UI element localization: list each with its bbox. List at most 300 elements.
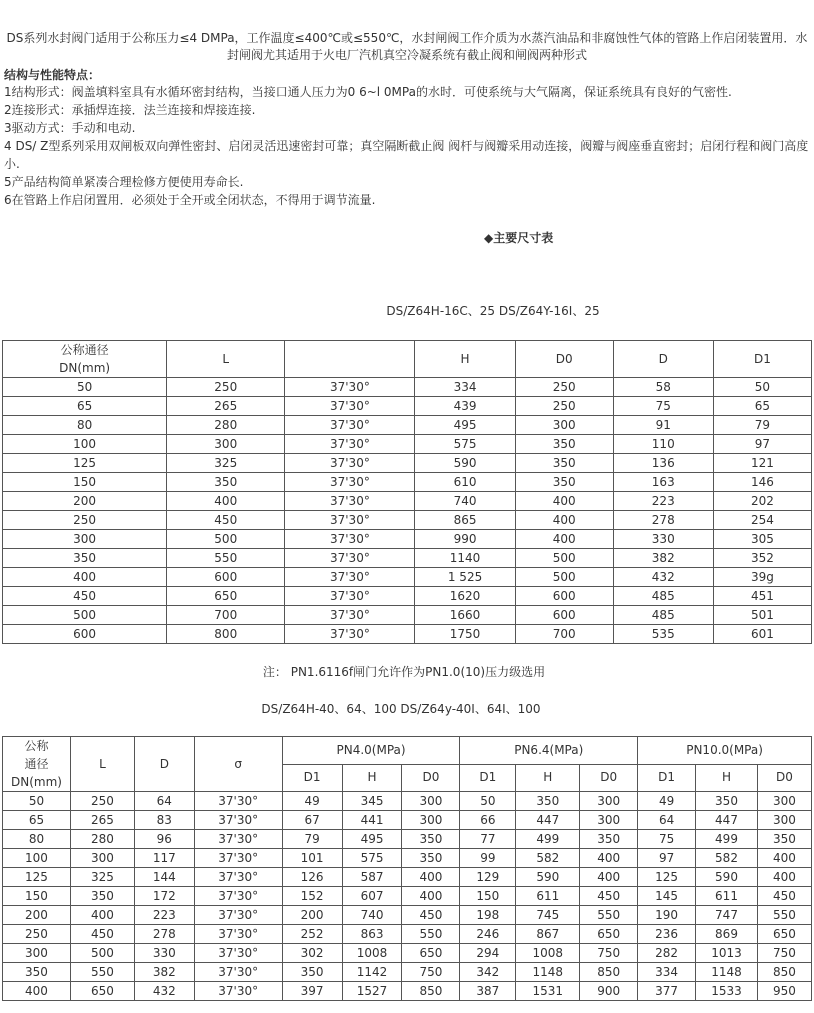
table-cell: 582 [516,849,580,868]
table-cell: 250 [167,378,285,397]
table-cell: 144 [134,868,194,887]
table-cell: 330 [613,530,713,549]
table-cell: 294 [460,944,516,963]
table-cell: 382 [613,549,713,568]
table-cell: 501 [713,606,811,625]
table-cell: 869 [696,925,758,944]
table-cell: 67 [282,811,342,830]
table-cell: 590 [516,868,580,887]
table-cell: 278 [613,511,713,530]
table-cell: 300 [402,792,460,811]
main-dimensions-title: ◆主要尺寸表 [484,231,554,245]
subheader-h: H [516,764,580,792]
table-cell: 200 [282,906,342,925]
table-cell: 400 [757,849,811,868]
table-cell: 1008 [516,944,580,963]
table-cell: 37'30° [194,963,282,982]
table-cell: 37'30° [194,944,282,963]
table-row [3,830,812,849]
table-cell: 1660 [415,606,515,625]
table-cell: 300 [70,849,134,868]
table-cell: 740 [342,906,402,925]
table-cell: 50 [3,792,71,811]
table-cell: 37'30° [194,925,282,944]
table-cell: 587 [342,868,402,887]
table-row [3,925,812,944]
table-cell: 49 [282,792,342,811]
table-cell: 499 [696,830,758,849]
feature-item: 6在管路上作启闭置用．必须处于全开或全闭状态，不得用于调节流量. [4,193,376,207]
table-cell: 302 [282,944,342,963]
table-cell: 37'30° [285,606,415,625]
header-pn40: PN4.0(MPa) [282,737,460,765]
table-cell: 610 [415,473,515,492]
table-cell: 350 [515,435,613,454]
table2-caption [0,700,814,717]
table-cell: 334 [638,963,696,982]
table-cell: 400 [515,511,613,530]
table-cell: 300 [515,416,613,435]
table-cell: 37'30° [285,549,415,568]
table-cell: 611 [516,887,580,906]
table-cell: 439 [415,397,515,416]
table-cell: 300 [3,944,71,963]
table-cell: 451 [713,587,811,606]
table-row [3,530,812,549]
table-cell: 97 [713,435,811,454]
feature-item: 3驱动方式：手动和电动. [4,121,136,135]
table-cell: 601 [713,625,811,644]
table-cell: 600 [515,606,613,625]
table-cell: 600 [3,625,167,644]
table-cell: 101 [282,849,342,868]
table-cell: 278 [134,925,194,944]
table-cell: 550 [402,925,460,944]
table-cell: 129 [460,868,516,887]
table-row [3,625,812,644]
table-cell: 345 [342,792,402,811]
table-cell: 500 [515,568,613,587]
table-cell: 432 [613,568,713,587]
table-cell: 575 [342,849,402,868]
table-cell: 447 [516,811,580,830]
subheader-d1: D1 [282,764,342,792]
header-angle [285,341,415,378]
intro-paragraph: DS系列水封阀门适用于公称压力≤4 DMPa，工作温度≤400℃或≤550℃，水封闸阀工作介质为水蒸汽油品和非腐蚀性气体的管路上作启闭装置用．水封闸阀尤其适用于火电厂汽机真空冷凝系统有截止阀和闸阀两种形式 [6,31,808,62]
table-cell: 300 [3,530,167,549]
table-cell: 252 [282,925,342,944]
table-cell: 1531 [516,982,580,1001]
subheader-h: H [342,764,402,792]
table-cell: 125 [3,868,71,887]
table-cell: 400 [167,492,285,511]
table-cell: 83 [134,811,194,830]
table-cell: 49 [638,792,696,811]
table-cell: 900 [580,982,638,1001]
table-row [3,944,812,963]
table-cell: 350 [515,473,613,492]
table-row [3,868,812,887]
table-row [3,568,812,587]
table-cell: 342 [460,963,516,982]
subheader-d1: D1 [638,764,696,792]
subheader-h: H [696,764,758,792]
table-cell: 800 [167,625,285,644]
table-cell: 37'30° [194,811,282,830]
table-cell: 150 [460,887,516,906]
table-cell: 37'30° [285,435,415,454]
table-cell: 400 [580,849,638,868]
table-cell: 77 [460,830,516,849]
table-cell: 136 [613,454,713,473]
table-cell: 282 [638,944,696,963]
table-cell: 37'30° [285,625,415,644]
table-row [3,849,812,868]
table-cell: 450 [402,906,460,925]
table-cell: 99 [460,849,516,868]
table-cell: 495 [415,416,515,435]
subheader-d0: D0 [580,764,638,792]
table-cell: 850 [757,963,811,982]
table-cell: 700 [515,625,613,644]
table-cell: 37'30° [285,530,415,549]
feature-item: 1结构形式：阀盖填料室具有水循环密封结构，当接口通人压力为0 6~l 0MPa的水时．可使系统与大气隔离，保证系统具有良好的气密性. [4,85,732,99]
table-cell: 37'30° [285,397,415,416]
table-cell: 350 [3,549,167,568]
table-cell: 37'30° [285,378,415,397]
table-cell: 352 [713,549,811,568]
header-l: L [167,341,285,378]
table-cell: 535 [613,625,713,644]
table-cell: 64 [134,792,194,811]
table-cell: 650 [580,925,638,944]
subheader-d0: D0 [402,764,460,792]
table-cell: 450 [3,587,167,606]
table-cell: 58 [613,378,713,397]
header-d: D [134,737,194,792]
table-cell: 650 [757,925,811,944]
table-cell: 110 [613,435,713,454]
table-cell: 250 [70,792,134,811]
table-cell: 350 [757,830,811,849]
header-sigma: σ [194,737,282,792]
table-cell: 150 [3,473,167,492]
table-cell: 400 [70,906,134,925]
table-row [3,549,812,568]
table-row [3,473,812,492]
table-row [3,492,812,511]
table-cell: 432 [134,982,194,1001]
table-cell: 745 [516,906,580,925]
table-cell: 865 [415,511,515,530]
table-cell: 126 [282,868,342,887]
table-cell: 400 [402,868,460,887]
table-cell: 300 [757,811,811,830]
table-row [3,887,812,906]
table-cell: 75 [613,397,713,416]
header-dn: 公称 通径 DN(mm) [3,737,71,792]
table-cell: 350 [696,792,758,811]
pressure-note [0,663,814,680]
table-cell: 66 [460,811,516,830]
table-cell: 325 [70,868,134,887]
table-cell: 37'30° [285,473,415,492]
table-cell: 65 [3,811,71,830]
table-cell: 575 [415,435,515,454]
table-cell: 300 [580,792,638,811]
table1-caption [0,302,814,319]
table-cell: 850 [580,963,638,982]
table-row [3,606,812,625]
table-cell: 387 [460,982,516,1001]
table-cell: 400 [515,492,613,511]
table-cell: 550 [70,963,134,982]
table-cell: 400 [402,887,460,906]
table-cell: 400 [580,868,638,887]
table-cell: 1140 [415,549,515,568]
table-cell: 250 [515,397,613,416]
table-cell: 37'30° [285,568,415,587]
table-cell: 1013 [696,944,758,963]
table-cell: 1148 [516,963,580,982]
table-cell: 400 [515,530,613,549]
table-cell: 350 [580,830,638,849]
table-cell: 305 [713,530,811,549]
table-cell: 200 [3,492,167,511]
table2-caption-text: DS/Z64H-40、64、100 DS/Z64y-40I、64I、100 [261,702,541,716]
table-cell: 747 [696,906,758,925]
table-cell: 117 [134,849,194,868]
table-cell: 96 [134,830,194,849]
table-row [3,906,812,925]
table-cell: 740 [415,492,515,511]
table-row [3,792,812,811]
table-cell: 152 [282,887,342,906]
header-d1: D1 [713,341,811,378]
table-cell: 37'30° [194,849,282,868]
table-cell: 91 [613,416,713,435]
table-cell: 590 [696,868,758,887]
features-list [4,83,810,209]
table-cell: 450 [167,511,285,530]
table-cell: 700 [167,606,285,625]
table-cell: 650 [167,587,285,606]
table-cell: 79 [713,416,811,435]
feature-item: 2连接形式：承插焊连接．法兰连接和焊接连接. [4,103,256,117]
table-cell: 198 [460,906,516,925]
table-cell: 37'30° [194,792,282,811]
table-row [3,982,812,1001]
table-cell: 37'30° [285,511,415,530]
table-cell: 300 [402,811,460,830]
table-cell: 150 [3,887,71,906]
table-cell: 550 [580,906,638,925]
table-row [3,511,812,530]
table-cell: 65 [3,397,167,416]
table-row [3,454,812,473]
table-cell: 350 [70,887,134,906]
dimension-table-40-100 [2,736,812,1001]
table-cell: 600 [167,568,285,587]
table-cell: 485 [613,587,713,606]
table-cell: 280 [70,830,134,849]
table-cell: 202 [713,492,811,511]
table-cell: 499 [516,830,580,849]
table-cell: 550 [167,549,285,568]
table-cell: 80 [3,830,71,849]
features-title: 结构与性能特点： [4,68,101,82]
table-cell: 377 [638,982,696,1001]
table-cell: 250 [3,511,167,530]
table-cell: 172 [134,887,194,906]
dimension-table-16-25 [2,340,812,644]
table-cell: 1527 [342,982,402,1001]
table-cell: 37'30° [285,587,415,606]
table-cell: 300 [757,792,811,811]
table-cell: 950 [757,982,811,1001]
table-cell: 611 [696,887,758,906]
table-cell: 450 [70,925,134,944]
table-cell: 400 [757,868,811,887]
table-cell: 50 [713,378,811,397]
table-cell: 382 [134,963,194,982]
table-cell: 280 [167,416,285,435]
table-cell: 65 [713,397,811,416]
table-cell: 37'30° [194,906,282,925]
table-cell: 50 [3,378,167,397]
table-cell: 863 [342,925,402,944]
table-cell: 265 [70,811,134,830]
table-cell: 447 [696,811,758,830]
table-cell: 300 [167,435,285,454]
subheader-d0: D0 [757,764,811,792]
table-cell: 650 [402,944,460,963]
table-cell: 450 [757,887,811,906]
table-cell: 200 [3,906,71,925]
table-cell: 350 [167,473,285,492]
table-cell: 37'30° [194,982,282,1001]
table-row [3,397,812,416]
table-cell: 990 [415,530,515,549]
table-cell: 600 [515,587,613,606]
table-cell: 37'30° [194,887,282,906]
table-cell: 500 [515,549,613,568]
table-cell: 1620 [415,587,515,606]
table-cell: 450 [580,887,638,906]
table-cell: 223 [134,906,194,925]
table-cell: 397 [282,982,342,1001]
table-cell: 441 [342,811,402,830]
table-cell: 163 [613,473,713,492]
table-cell: 223 [613,492,713,511]
table-cell: 350 [402,830,460,849]
table-cell: 350 [515,454,613,473]
table-cell: 37'30° [285,454,415,473]
table-cell: 37'30° [194,868,282,887]
table-cell: 350 [3,963,71,982]
table-cell: 37'30° [285,416,415,435]
table-cell: 400 [3,982,71,1001]
table-cell: 236 [638,925,696,944]
table-cell: 125 [3,454,167,473]
table-cell: 100 [3,435,167,454]
table-cell: 100 [3,849,71,868]
header-d0: D0 [515,341,613,378]
table-cell: 750 [757,944,811,963]
table-cell: 485 [613,606,713,625]
table-cell: 350 [516,792,580,811]
table1-caption-text: DS/Z64H-16C、25 DS/Z64Y-16I、25 [386,304,600,318]
table-cell: 550 [757,906,811,925]
table-cell: 500 [3,606,167,625]
feature-item: 5产品结构简单紧凑合理检修方便使用寿命长. [4,175,244,189]
table-row [3,587,812,606]
table-cell: 50 [460,792,516,811]
header-pn100: PN10.0(MPa) [638,737,812,765]
table-cell: 750 [580,944,638,963]
table-cell: 75 [638,830,696,849]
table-cell: 190 [638,906,696,925]
table-cell: 325 [167,454,285,473]
header-pn64: PN6.4(MPa) [460,737,638,765]
feature-item: 4 DS/ Z型系列采用双闸板双向弹性密封、启闭灵活迅速密封可靠；真空隔断截止阀 阀杆与阀瓣采用动连接，阀瓣与阀座垂直密封；启闭行程和阀门高度小. [4,139,809,171]
table-cell: 1750 [415,625,515,644]
header-dn: 公称通径 DN(mm) [3,341,167,378]
header-h: H [415,341,515,378]
table-cell: 97 [638,849,696,868]
table-cell: 582 [696,849,758,868]
table-cell: 37'30° [194,830,282,849]
table-cell: 146 [713,473,811,492]
table-cell: 254 [713,511,811,530]
table-cell: 867 [516,925,580,944]
table-cell: 80 [3,416,167,435]
table-cell: 500 [70,944,134,963]
table-cell: 1008 [342,944,402,963]
header-d: D [613,341,713,378]
table-cell: 37'30° [285,492,415,511]
table-row [3,435,812,454]
table-cell: 1533 [696,982,758,1001]
table-cell: 350 [282,963,342,982]
table-cell: 350 [402,849,460,868]
table-cell: 650 [70,982,134,1001]
table-cell: 250 [3,925,71,944]
table-cell: 850 [402,982,460,1001]
table-cell: 250 [515,378,613,397]
table-cell: 334 [415,378,515,397]
table-row [3,963,812,982]
table-cell: 495 [342,830,402,849]
table-cell: 330 [134,944,194,963]
table-cell: 265 [167,397,285,416]
table-cell: 300 [580,811,638,830]
header-l: L [70,737,134,792]
table-cell: 1 525 [415,568,515,587]
pressure-note-text: 注： PN1.6116f闸门允许作为PN1.0(10)压力级选用 [262,665,546,679]
table-cell: 145 [638,887,696,906]
table-cell: 125 [638,868,696,887]
table-cell: 500 [167,530,285,549]
table-cell: 121 [713,454,811,473]
table-row [3,378,812,397]
table-cell: 590 [415,454,515,473]
table-cell: 400 [3,568,167,587]
table-cell: 1142 [342,963,402,982]
table-cell: 607 [342,887,402,906]
table-row [3,811,812,830]
table-cell: 1148 [696,963,758,982]
